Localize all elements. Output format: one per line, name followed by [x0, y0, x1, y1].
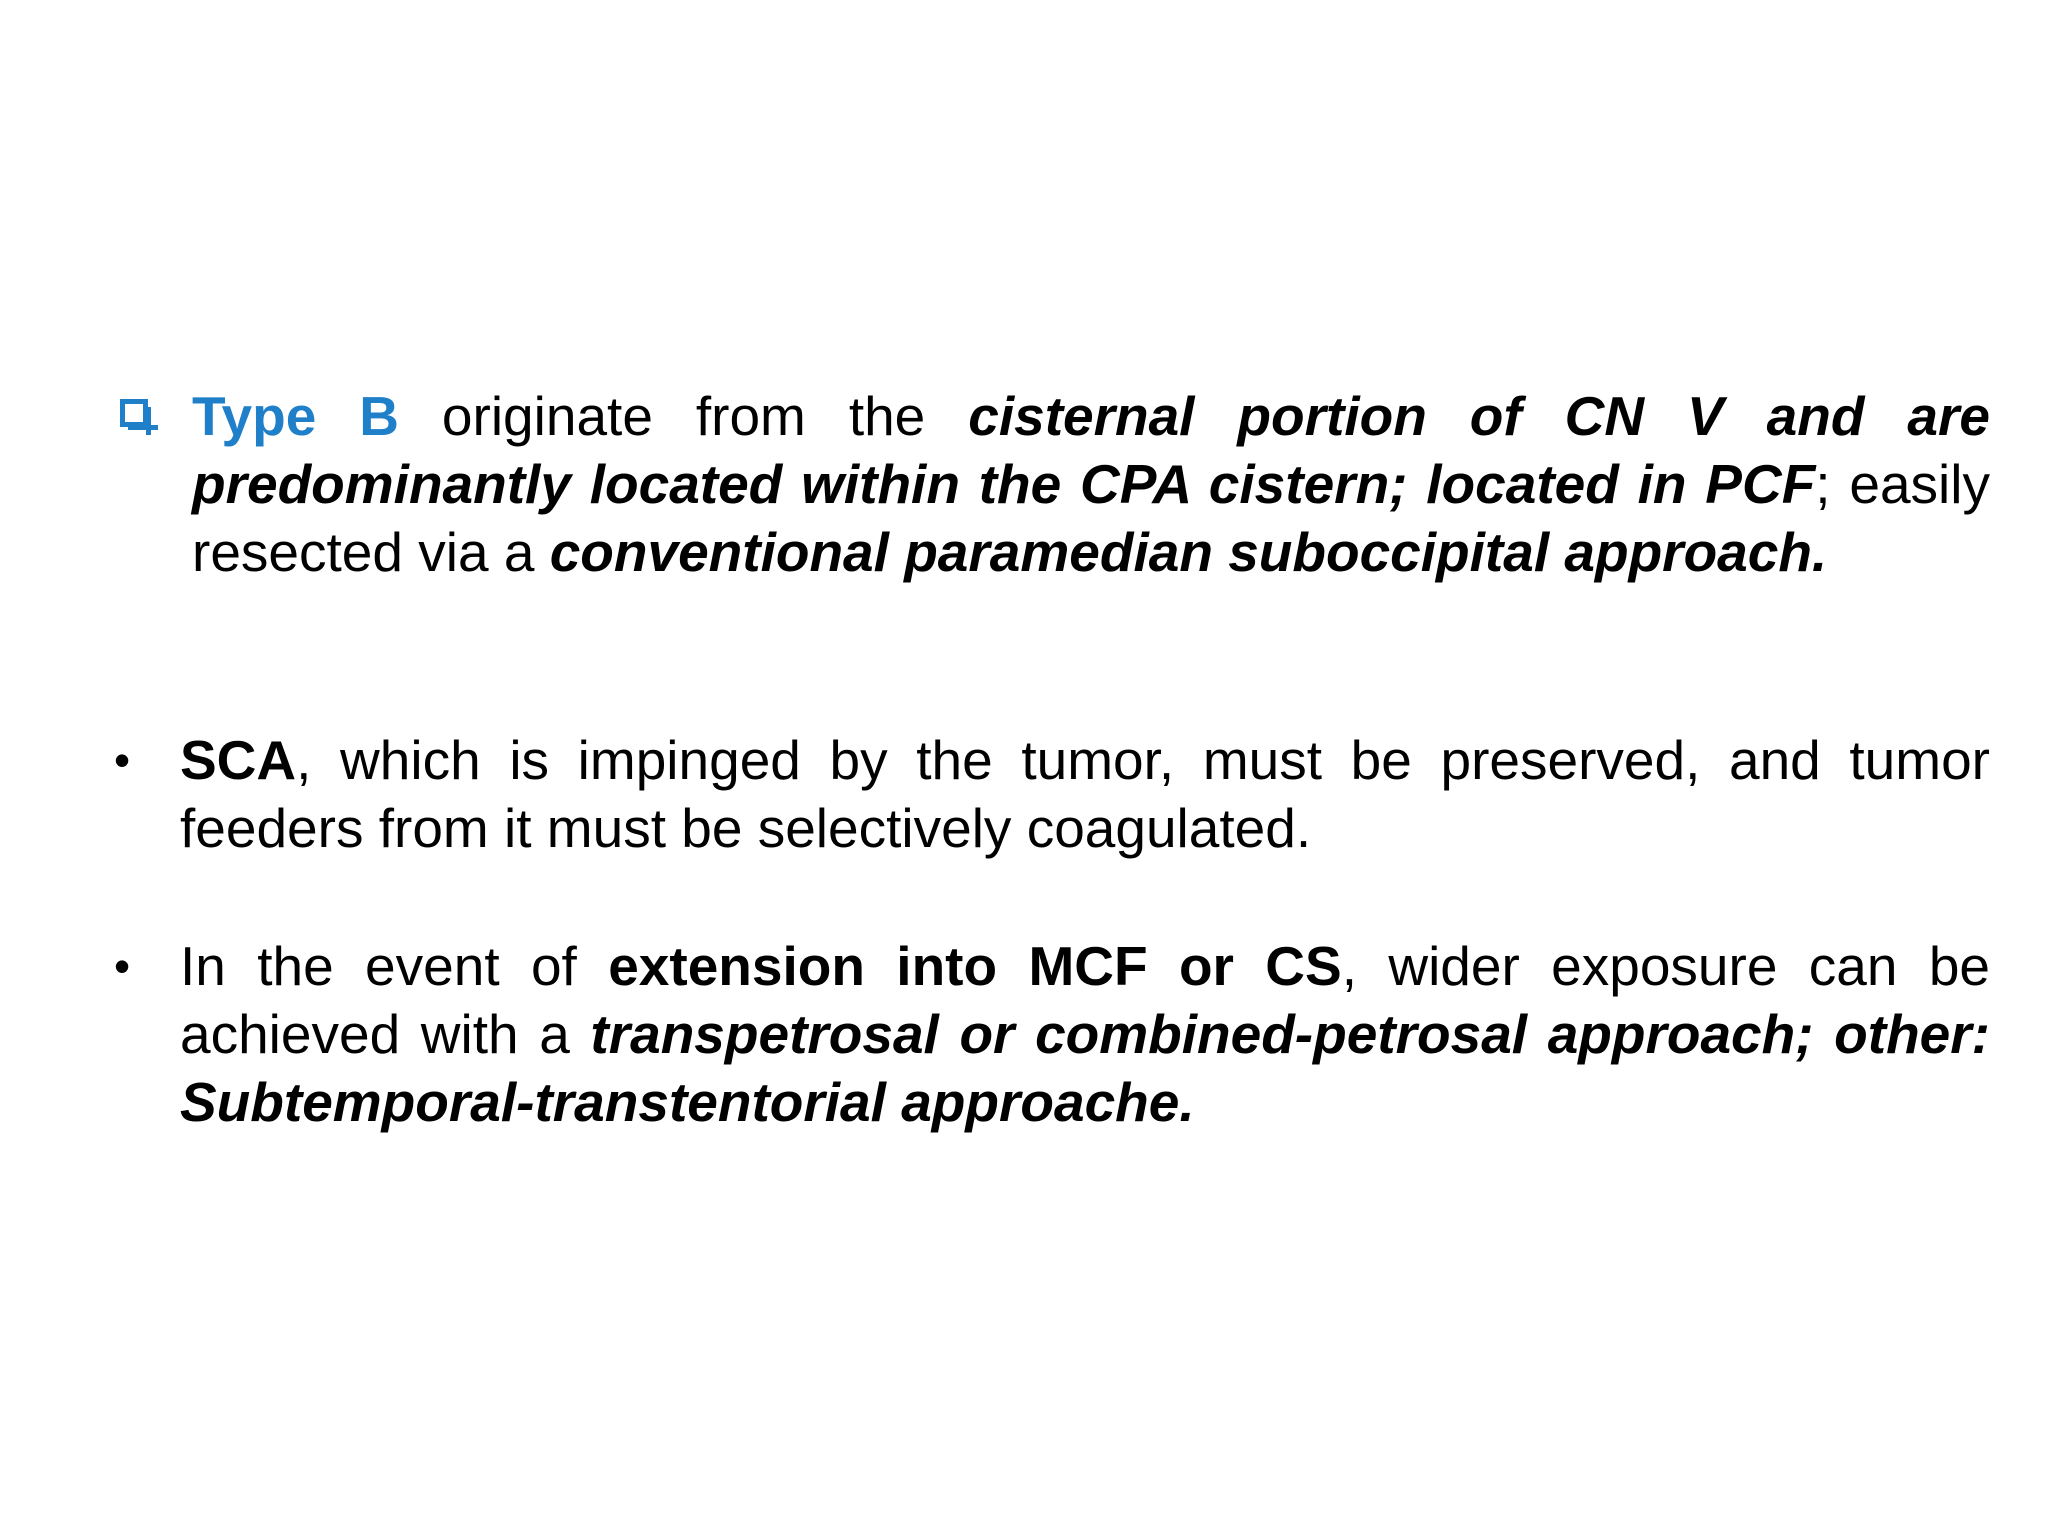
extension-text-1: In the event of	[180, 935, 609, 997]
square-bullet	[110, 382, 192, 450]
extension-bold: extension into MCF or CS	[608, 935, 1342, 997]
bullet-icon: •	[114, 940, 131, 992]
type-b-emphasis-2: conventional paramedian suboccipital approach.	[549, 521, 1828, 583]
extension-item	[110, 932, 1990, 1136]
sca-text: , which is impinged by the tumor, must be preserved, and tumor feeders from it must be selectively coagulated.	[180, 729, 1990, 859]
extension-text-2: , wider exposure can be achieved with a	[180, 935, 1990, 1065]
type-b-text-2: ; easily resected via a	[192, 453, 1990, 583]
sca-item	[110, 726, 1990, 862]
type-b-row	[110, 382, 1990, 586]
type-b-paragraph	[192, 382, 1990, 586]
sca-bold: SCA	[180, 729, 297, 791]
type-b-text-1: originate from the	[398, 385, 969, 447]
extension-emphasis: transpetrosal or combined-petrosal approach; other: Subtemporal-transtentorial approache.	[180, 1003, 1990, 1133]
checkbox-square-icon	[120, 399, 148, 427]
bullet-icon: •	[114, 734, 131, 786]
type-b-item	[110, 382, 1990, 586]
extension-row	[110, 932, 1990, 1136]
extension-paragraph	[180, 932, 1990, 1136]
sca-row	[110, 726, 1990, 862]
sca-paragraph	[180, 726, 1990, 862]
type-b-emphasis-1: cisternal portion of CN V and are predominantly located within the CPA cistern; located in PCF	[192, 385, 1990, 515]
type-b-lead: Type B	[192, 385, 399, 447]
